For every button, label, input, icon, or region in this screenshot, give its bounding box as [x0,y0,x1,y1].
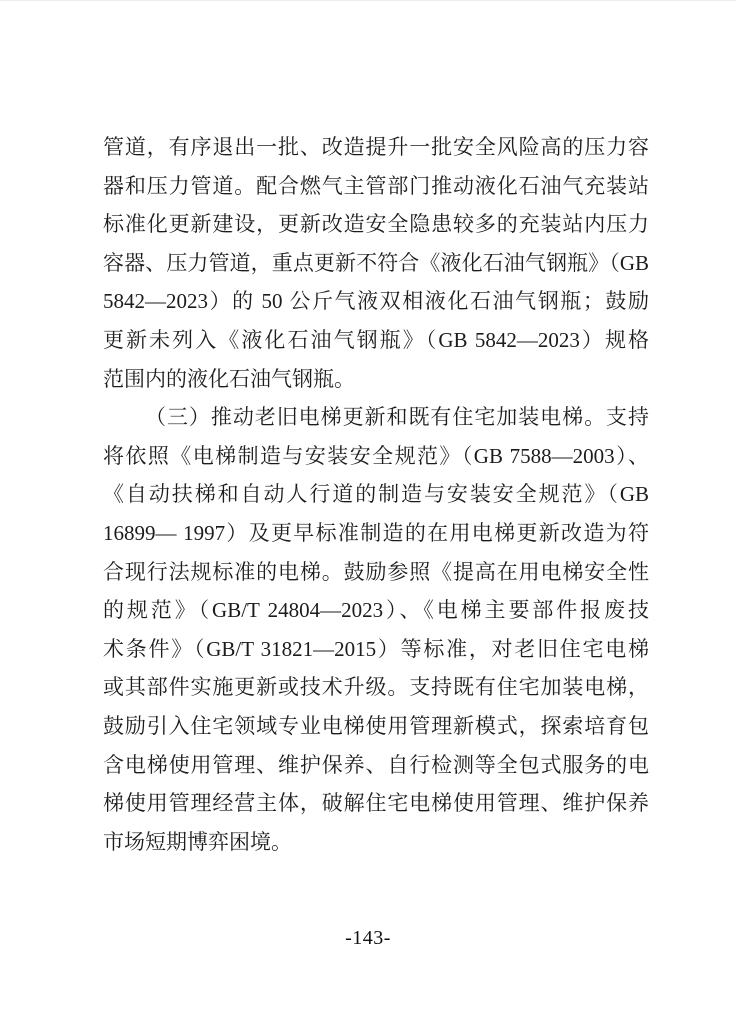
text-line [103,205,649,244]
line-text: 标准化更新建设，更新改造安全隐患较多的充装站内压力 [103,212,649,237]
text-line [103,591,649,630]
line-text: 市场短期博弈困境。 [103,829,292,854]
text-line [103,823,649,862]
line-text: 容器、压力管道，重点更新不符合《液化石油气钢瓶》（GB [103,250,649,275]
text-line [103,553,649,592]
line-text: 管道，有序退出一批、改造提升一批安全风险高的压力容 [103,135,649,159]
text-line [103,514,649,553]
line-text: 梯使用管理经营主体，破解住宅电梯使用管理、维护保养 [103,791,649,816]
line-text: 5842—2023）的 50 公斤气液双相液化石油气钢瓶；鼓励 [103,289,649,314]
line-text: 《自动扶梯和自动人行道的制造与安装安全规范》（GB [103,482,649,507]
text-line [103,746,649,785]
text-line [103,630,649,669]
text-line [103,437,649,476]
line-text: 将依照《电梯制造与安装安全规范》（GB 7588—2003）、 [103,443,649,468]
line-text: 合现行法规标准的电梯。鼓励参照《提高在用电梯安全性 [103,559,649,584]
text-line [103,784,649,823]
line-text: 16899— 1997）及更早标准制造的在用电梯更新改造为符 [103,520,649,545]
line-text: 鼓励引入住宅领域专业电梯使用管理新模式，探索培育包 [103,713,649,738]
text-line [103,668,649,707]
text-line [103,707,649,746]
text-line [103,128,649,167]
text-line [103,167,649,206]
line-text: 范围内的液化石油气钢瓶。 [103,366,355,391]
line-text: 术条件》（GB/T 31821—2015）等标准，对老旧住宅电梯 [103,636,649,661]
text-line [103,398,649,437]
text-line [103,321,649,360]
page-number: -143- [345,927,391,949]
line-text: 或其部件实施更新或技术升级。支持既有住宅加装电梯， [103,675,649,700]
text-line [103,360,649,399]
text-line [103,475,649,514]
line-text: 含电梯使用管理、维护保养、自行检测等全包式服务的电 [103,752,649,777]
line-text: 器和压力管道。配合燃气主管部门推动液化石油气充装站 [103,173,649,198]
line-text: 更新未列入《液化石油气钢瓶》（GB 5842—2023）规格 [103,327,649,352]
text-line [103,282,649,321]
document-body [103,128,649,861]
section-heading: （三）推动老旧电梯更新和既有住宅加装电梯。 [145,405,607,430]
line-text: 的规范》（GB/T 24804—2023）、《电梯主要部件报废技 [103,598,649,623]
line-text: 支持 [606,405,650,430]
text-line [103,244,649,283]
